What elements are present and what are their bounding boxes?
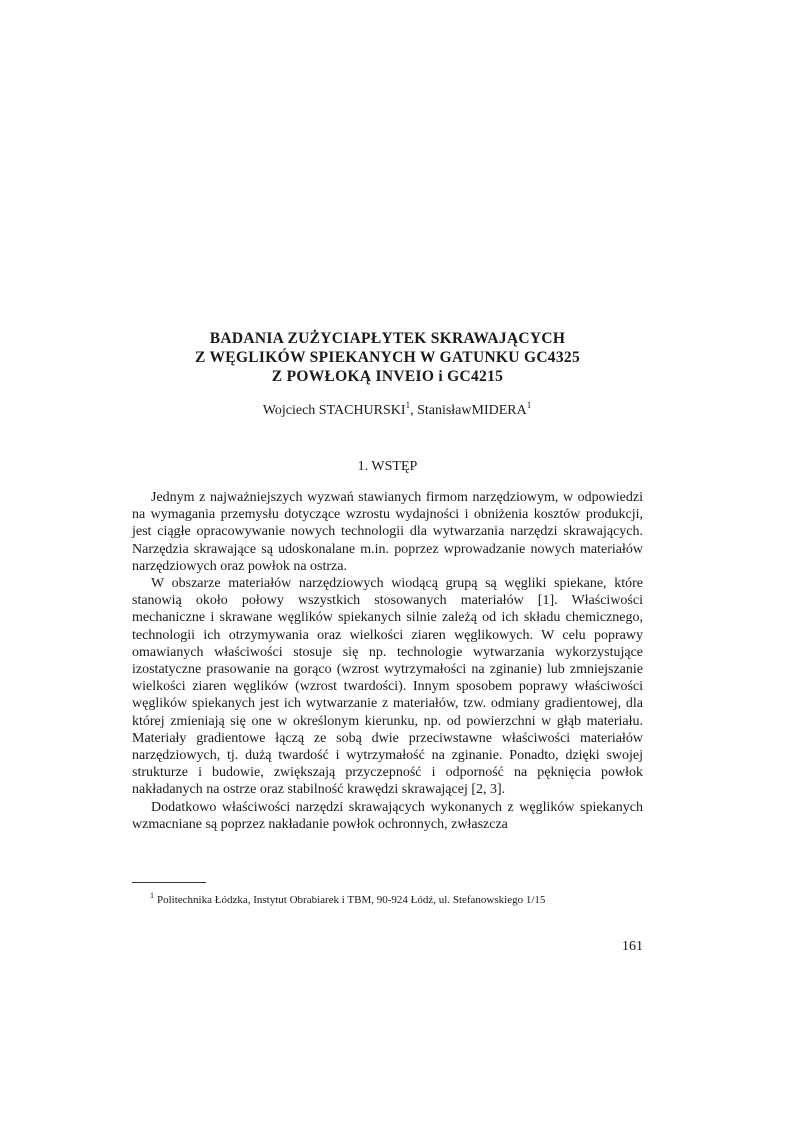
title-line-2: Z WĘGLIKÓW SPIEKANYCH W GATUNKU GC4325 bbox=[194, 349, 581, 366]
affiliation-mark: 1 bbox=[526, 400, 532, 410]
paragraph: Dodatkowo właściwości narzędzi skrawających wykonanych z węglików spiekanych wzmacniane są poprzez nakładanie powłok ochronnych, zwłaszcza bbox=[132, 799, 643, 832]
footnote-divider bbox=[132, 882, 206, 883]
author-name: StanisławMIDERA bbox=[417, 403, 527, 418]
affiliation-mark: 1 bbox=[405, 400, 411, 410]
author-separator: , bbox=[410, 403, 418, 418]
body-text bbox=[132, 489, 643, 833]
footnote-mark: 1 bbox=[150, 891, 154, 900]
paragraph: Jednym z najważniejszych wyzwań stawianych firmom narzędziowym, w odpowiedzi na wymagania przemysłu dotyczące wzrostu wydajności i obniżenia kosztów produkcji, jest ciągłe opracowywanie nowych technologii dla wytwarzania narzędzi skrawających. Narzędzia skrawające są udoskonalane m.in. poprzez wprowadzanie nowych materiałów narzędziowych oraz powłok na ostrza. bbox=[132, 490, 643, 574]
author-list bbox=[132, 402, 662, 420]
footnote bbox=[150, 893, 650, 907]
title-line-1: BADANIA ZUŻYCIAPŁYTEK SKRAWAJĄCYCH bbox=[209, 330, 566, 347]
page-number: 161 bbox=[622, 939, 643, 954]
paragraph: W obszarze materiałów narzędziowych wiodącą grupą są węgliki spiekane, które stanowią około połowy wszystkich stosowanych materiałów [1]. Właściwości mechaniczne i skrawane węglików spiekanych silnie zależą od ich składu chemicznego, technologii ich otrzymywania oraz wielkości ziaren węglikowych. W celu poprawy omawianych właściwości stosuje się np. technologie wytwarzania wykorzystujące izostatyczne prasowanie na gorąco (wzrost wytrzymałości na zginanie) lub zmniejszanie wielkości ziaren węglików (wzrost twardości). Innym sposobem poprawy właściwości węglików spiekanych jest ich wytwarzanie z materiałów, tzw. odmiany gradientowej, dla której zmieniają się one w określonym kierunku, np. od powierzchni w głąb materiału. Materiały gradientowe łączą ze sobą dwie przeciwstawne właściwości materiałów narzędziowych, tj. dużą twardość i wytrzymałość na zginanie. Ponadto, dzięki swojej strukturze i budowie, zwiększają przyczepność i odporność na pęknięcia powłok nakładanych na ostrze oraz stabilność krawędzi skrawającej [2, 3]. bbox=[132, 576, 643, 798]
section-heading: 1. WSTĘP bbox=[357, 459, 418, 474]
paper-title bbox=[132, 329, 643, 386]
author-name: Wojciech STACHURSKI bbox=[262, 403, 406, 418]
footnote-text: Politechnika Łódzka, Instytut Obrabiarek i TBM, 90-924 Łódź, ul. Stefanowskiego 1/15 bbox=[157, 894, 546, 906]
title-line-3: Z POWŁOKĄ INVEIO i GC4215 bbox=[271, 368, 504, 385]
